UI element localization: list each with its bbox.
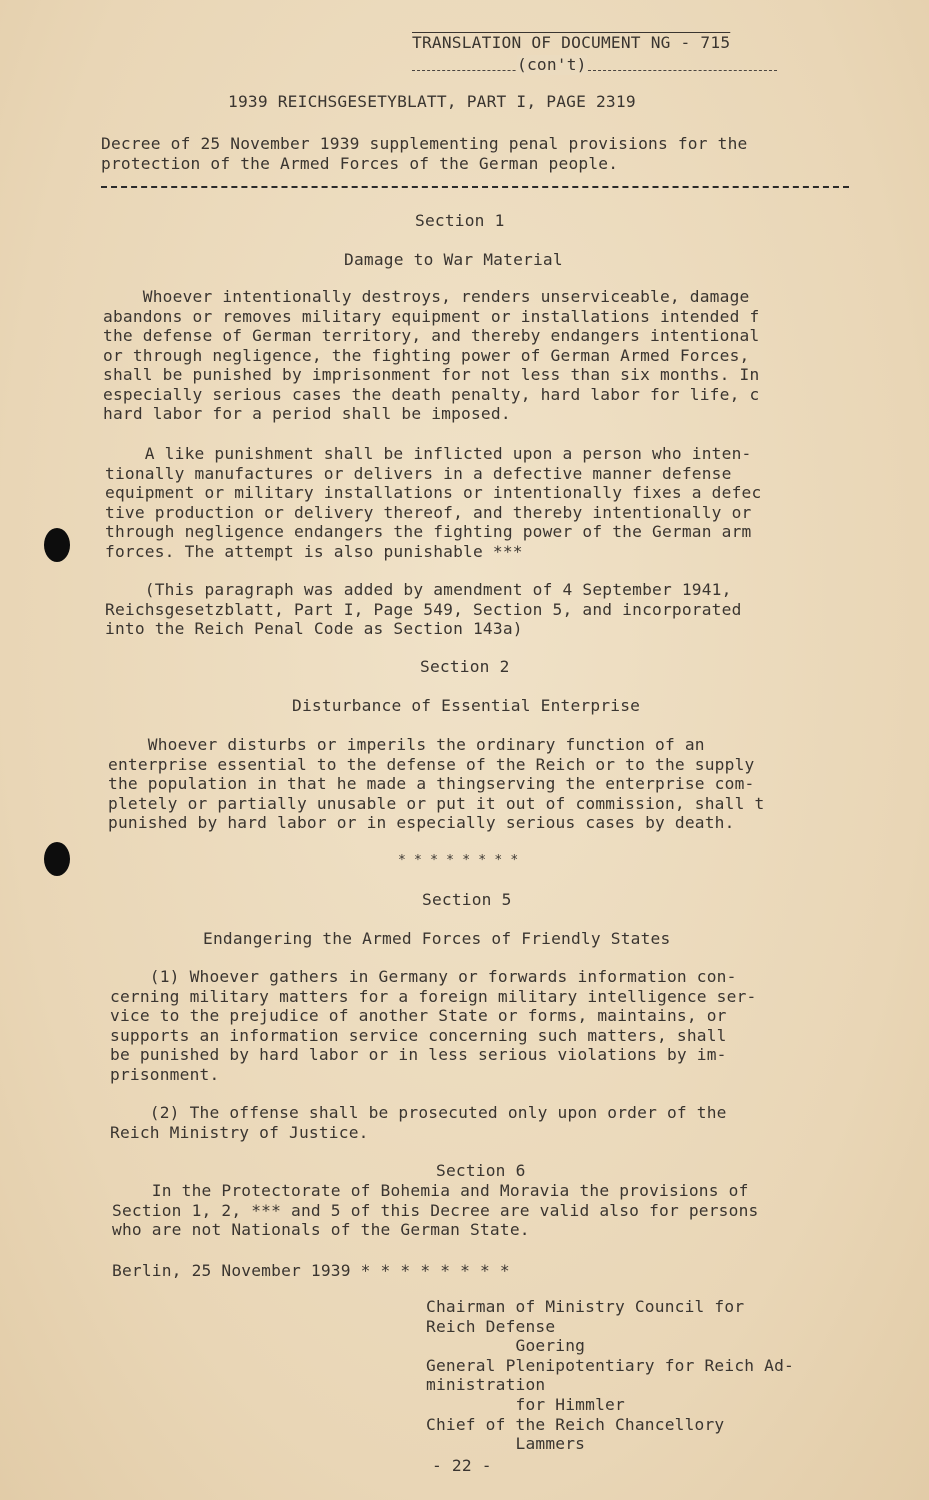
text-line: pletely or partially unusable or put it out of commission, shall t: [108, 793, 765, 813]
section6-heading: Section 6: [436, 1161, 526, 1180]
text-line: Chief of the Reich Chancellory: [426, 1414, 725, 1434]
text-line: into the Reich Penal Code as Section 143a): [105, 619, 523, 638]
section2-paragraph-1: [108, 735, 764, 833]
text-line: be punished by hard labor or in less serious violations by im-: [110, 1045, 727, 1064]
text-line: for Himmler: [426, 1394, 625, 1414]
text-line: A like punishment shall be inflicted upon a person who inten-: [105, 444, 752, 463]
text-line: Whoever disturbs or imperils the ordinary function of an: [108, 735, 705, 754]
section5-heading: Section 5: [422, 890, 512, 909]
section6-paragraph-1: [112, 1181, 758, 1240]
section5-paragraph-2: [110, 1103, 727, 1142]
text-line: In the Protectorate of Bohemia and Moravia the provisions of: [112, 1181, 749, 1200]
section2-subheading: Disturbance of Essential Enterprise: [292, 696, 641, 715]
text-line: hard labor for a period shall be imposed.: [103, 404, 511, 423]
section5-subheading: Endangering the Armed Forces of Friendly States: [203, 929, 671, 948]
text-line: the defense of German territory, and thereby endangers intentional: [103, 326, 760, 345]
text-line: Goering: [426, 1336, 586, 1356]
contd-label: (con't): [517, 55, 587, 74]
contd-underline: [412, 70, 777, 71]
page-number: - 22 -: [432, 1456, 492, 1475]
text-line: shall be punished by imprisonment for not less than six months. In: [103, 365, 760, 384]
punch-hole-top: [44, 528, 70, 562]
section1-paragraph-3: [105, 580, 742, 639]
signature-block: [426, 1297, 794, 1454]
text-line: cerning military matters for a foreign military intelligence ser-: [110, 986, 757, 1006]
section1-subheading: Damage to War Material: [344, 250, 563, 269]
text-line: Whoever intentionally destroys, renders unserviceable, damage: [103, 287, 750, 306]
text-line: ministration: [426, 1375, 546, 1395]
text-line: vice to the prejudice of another State or forms, maintains, or: [110, 1006, 727, 1025]
section2-heading: Section 2: [420, 657, 510, 676]
text-line: the population in that he made a thingserving the enterprise com-: [108, 774, 755, 793]
text-line: forces. The attempt is also punishable ***: [105, 541, 523, 561]
translation-line: TRANSLATION OF DOCUMENT NG - 715: [412, 33, 731, 52]
text-line: (2) The offense shall be prosecuted only upon order of the: [110, 1103, 727, 1122]
source-citation: 1939 REICHSGESETYBLATT, PART I, PAGE 2319: [228, 92, 636, 111]
text-line: (1) Whoever gathers in Germany or forwards information con-: [110, 967, 737, 986]
text-line: supports an information service concerning such matters, shall: [110, 1025, 727, 1045]
section1-paragraph-2: [105, 444, 761, 561]
text-line: enterprise essential to the defense of the Reich or to the supply: [108, 754, 755, 774]
punch-hole-bottom: [44, 842, 70, 876]
section5-paragraph-1: [110, 967, 756, 1084]
text-line: tionally manufactures or delivers in a defective manner defense: [105, 463, 732, 483]
place-date: Berlin, 25 November 1939 * * * * * * * *: [112, 1261, 510, 1280]
text-line: tive production or delivery thereof, and thereby intentionally or: [105, 502, 752, 522]
text-line: who are not Nationals of the German State.: [112, 1220, 530, 1239]
section1-heading: Section 1: [415, 211, 505, 230]
text-line: Chairman of Ministry Council for: [426, 1297, 745, 1316]
text-line: Reich Defense: [426, 1316, 556, 1336]
decree-title-line: Decree of 25 November 1939 supplementing penal provisions for the: [101, 134, 748, 153]
text-line: abandons or removes military equipment or installations intended f: [103, 306, 760, 326]
text-line: or through negligence, the fighting power of German Armed Forces,: [103, 345, 750, 365]
text-line: Section 1, 2, *** and 5 of this Decree are valid also for persons: [112, 1200, 759, 1220]
text-line: Reichsgesetzblatt, Part I, Page 549, Section 5, and incorporated: [105, 599, 742, 619]
decree-title-line: protection of the Armed Forces of the German people.: [101, 154, 619, 173]
text-line: (This paragraph was added by amendment of 4 September 1941,: [105, 580, 732, 599]
text-line: punished by hard labor or in especially serious cases by death.: [108, 813, 735, 832]
omission-stars: * * * * * * * *: [398, 853, 519, 868]
text-line: especially serious cases the death penalty, hard labor for life, c: [103, 384, 760, 404]
text-line: through negligence endangers the fighting power of the German arm: [105, 522, 752, 541]
text-line: prisonment.: [110, 1064, 220, 1084]
text-line: Lammers: [426, 1434, 586, 1454]
text-line: Reich Ministry of Justice.: [110, 1122, 369, 1142]
section1-paragraph-1: [103, 287, 759, 424]
text-line: General Plenipotentiary for Reich Ad-: [426, 1355, 794, 1375]
separator-rule: [101, 186, 849, 188]
text-line: equipment or military installations or intentionally fixes a defec: [105, 483, 762, 502]
